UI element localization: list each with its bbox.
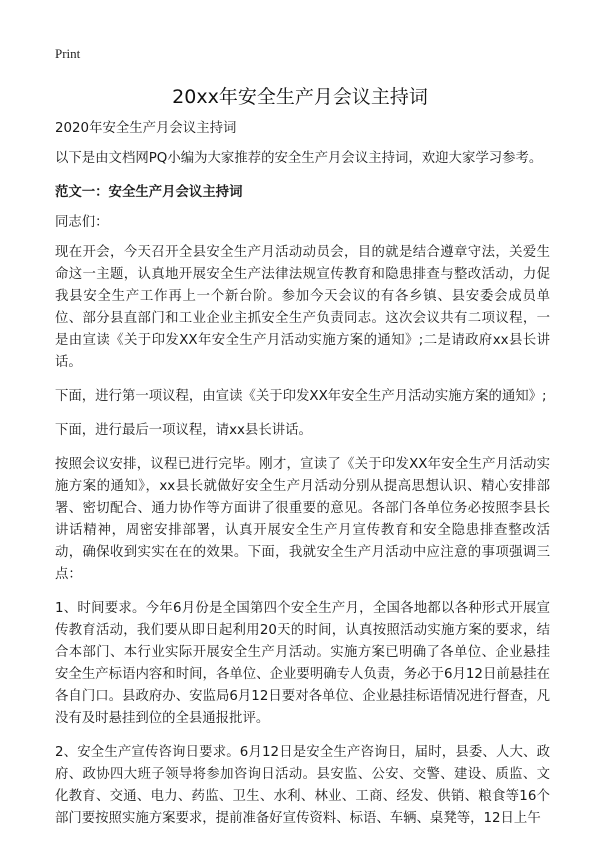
print-label: Print <box>55 46 81 61</box>
paragraph-last-agenda: 下面，进行最后一项议程，请xx县长讲话。 <box>55 423 312 438</box>
document-body <box>55 118 550 842</box>
paragraph-point-1: 1、时间要求。今年6月份是全国第四个安全生产月，全国各地都以各种形式开展宣传教育活动，我们要从即日起利用20天的时间，认真按照活动实施方案的要求，结合本部门、本行业实际开展安全生产月活动。实施方案已明确了各单位、企业悬挂安全生产标语内容和时间，各单位、企业要明确专人负责，务必于6月12日前悬挂在各自门口。县政府办、安监局6月12日要对各单位、企业悬挂标语情况进行督查，凡没有及时悬挂到位的全县通报批评。 <box>55 601 550 726</box>
paragraph-summary: 按照会议安排，议程已进行完毕。刚才，宣读了《关于印发XX年安全生产月活动实施方案的通知》，xx县长就做好安全生产月活动分别从提高思想认识、精心安排部署、密切配合、通力协作等方面讲了很重要的意见。各部门各单位务必按照李县长讲话精神，周密安排部署，认真开展安全生产月宣传教育和安全隐患排查整改活动，确保收到实实在在的效果。下面，我就安全生产月活动中应注意的事项强调三点： <box>55 457 550 582</box>
paragraph-first-agenda: 下面，进行第一项议程，由宣读《关于印发XX年安全生产月活动实施方案的通知》; <box>55 389 547 404</box>
document-subtitle: 2020年安全生产月会议主持词 <box>55 121 237 136</box>
section-heading: 范文一：安全生产月会议主持词 <box>55 185 243 200</box>
intro-paragraph: 以下是由文档网PQ小编为大家推荐的安全生产月会议主持词，欢迎大家学习参考。 <box>55 151 543 166</box>
document-title: 20xx年安全生产月会议主持词 <box>172 86 428 108</box>
paragraph-opening: 现在开会，今天召开全县安全生产月活动动员会，目的就是结合遵章守法，关爱生命这一主题，认真地开展安全生产法律法规宣传教育和隐患排查与整改活动，力促我县安全生产工作再上一个新台阶。参加今天会议的有各乡镇、县安委会成员单位、部分县直部门和工业企业主抓安全生产负责同志。这次会议共有二项议程，一是由宣读《关于印发XX年安全生产月活动实施方案的通知》;二是请政府xx县长讲话。 <box>55 245 550 370</box>
greeting: 同志们： <box>55 215 109 230</box>
paragraph-point-2: 2、安全生产宣传咨询日要求。6月12日是安全生产咨询日，届时，县委、人大、政府、政协四大班子领导将参加咨询日活动。县安监、公安、交警、建设、质监、文化教育、交通、电力、药监、卫生、水利、林业、工商、经发、供销、粮食等16个部门要按照实施方案要求，提前准备好宣传资料、标语、车辆、桌凳等，12日上午 <box>55 745 550 826</box>
